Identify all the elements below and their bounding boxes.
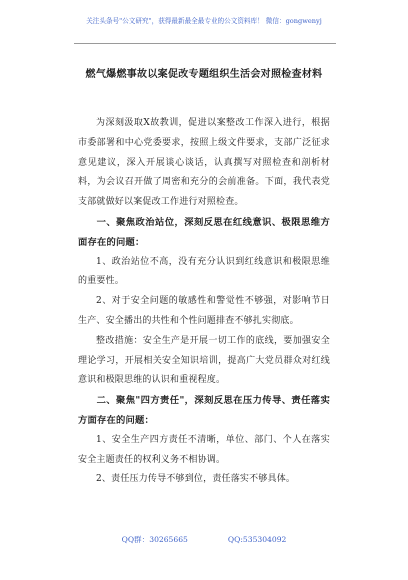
section-heading-2: 二、聚焦"四方责任"，深刻反思在压力传导、责任落实方面存在的问题： bbox=[78, 395, 330, 426]
list-item: 1、安全生产四方责任不清晰，单位、部门、个人在落实安全主题责任的权利义务不相协调。 bbox=[78, 434, 330, 465]
list-item: 2、对于安全问题的敏感性和警觉性不够强，对影响节日生产、安全播出的共性和个性问题排查不够扎实彻底。 bbox=[78, 296, 330, 326]
document-title: 燃气爆燃事故以案促改专题组织生活会对照检查材料 bbox=[85, 69, 323, 80]
list-item: 2、责任压力传导不够到位，责任落实不够具体。 bbox=[96, 474, 296, 485]
header-divider bbox=[74, 43, 336, 44]
footer-qq-group: QQ群：30265665 bbox=[121, 535, 188, 544]
list-item: 1、政治站位不高，没有充分认识到红线意识和极限思维的重要性。 bbox=[78, 256, 330, 287]
header-promo-note: 关注头条号"公文研究"，获得最新最全最专业的公文资料库！ 微信：gongwenyj bbox=[86, 17, 322, 25]
footer-contact bbox=[0, 535, 408, 545]
document-body bbox=[78, 114, 330, 490]
section-heading-1: 一、聚焦政治站位，深刻反思在红线意识、极限思维方面存在的问题： bbox=[78, 216, 330, 248]
rectification-paragraph: 整改措施：安全生产是开展一切工作的底线，要加强安全理论学习，开展相关安全知识培训，提高广大党员群众对红线意识和极限思维的认识和重视程度。 bbox=[78, 335, 330, 386]
intro-paragraph: 为深刻汲取X故教训，促进以案整改工作深入进行，根据市委部署和中心党委要求，按照上级文件要求，支部广泛征求意见建议，深入开展谈心谈话，认真撰写对照检查和剖析材料，为会议召开做了周密和充分的会前准备。下面，我代表党支部就做好以案促改工作进行对照检查。 bbox=[78, 118, 330, 208]
footer-qq-number: QQ:535304092 bbox=[227, 535, 287, 544]
